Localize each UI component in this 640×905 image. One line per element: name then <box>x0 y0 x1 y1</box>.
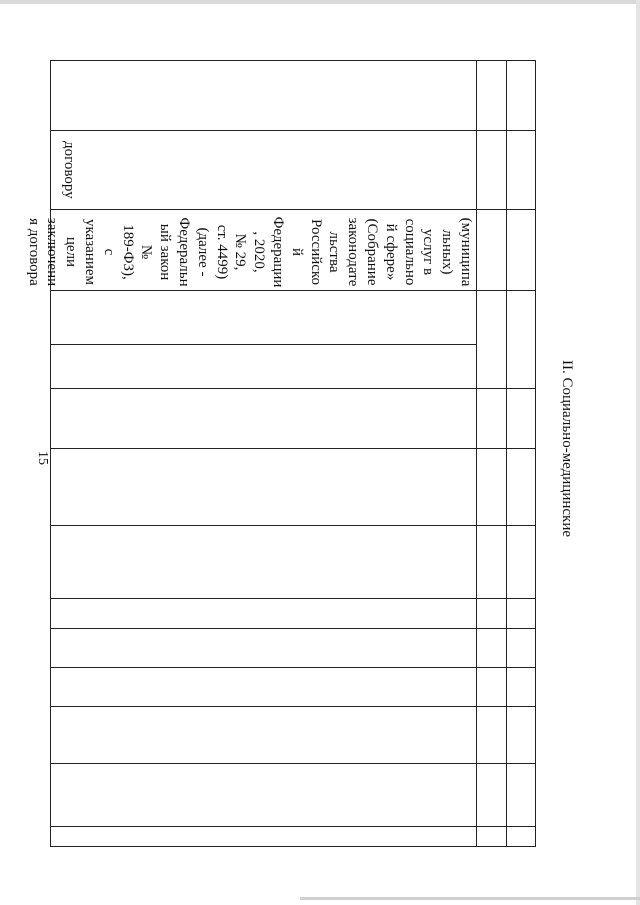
table-cell-line: й сфере» <box>382 223 399 281</box>
table-frame <box>50 60 536 847</box>
section-heading: II. Социально-медицинские <box>559 360 575 538</box>
table-cell-line: цели <box>63 236 80 268</box>
table-cell-line: (муниципа <box>458 217 474 287</box>
table-row-divider <box>50 706 536 707</box>
table-cell-line: законодате <box>345 217 362 287</box>
table-cell-line: (далее - <box>194 227 211 277</box>
table-row-divider <box>50 130 536 131</box>
table-cell-line: социально <box>401 218 418 286</box>
scan-edge-top <box>0 0 640 4</box>
table-cell-line: указанием <box>82 218 99 285</box>
table-row-divider <box>50 448 536 449</box>
table-cell-line: , 2020, <box>251 231 268 273</box>
table-cell-line: № 29, <box>232 233 249 271</box>
table-cell-line: ст. 4499) <box>213 224 230 280</box>
table-cell-line: й <box>288 247 305 257</box>
table-cell-line: № <box>138 244 155 260</box>
table-cell-line: с <box>100 248 117 256</box>
table-cell-line: (Собрание <box>364 218 381 286</box>
table-row-divider <box>50 763 536 764</box>
table-row-divider <box>50 628 536 629</box>
table-cell-line: Российско <box>307 219 324 285</box>
table-cell-line: Федерации <box>270 216 287 288</box>
table-column-divider <box>476 60 477 847</box>
table-cell-line: Федеральн <box>176 217 193 287</box>
table-row-divider <box>50 388 536 389</box>
table-cell-line: 189-ФЗ), <box>119 224 136 280</box>
table-cell-line: заключени <box>44 217 61 287</box>
table-row-divider <box>50 344 476 345</box>
table-row-divider <box>50 209 536 210</box>
table-cell-text: договору <box>61 141 77 199</box>
table-row-divider <box>50 826 536 827</box>
table-cell-line: я договора <box>25 218 42 286</box>
table-cell-line: услуг в <box>420 228 437 276</box>
table-cell-line: ый закон <box>157 223 174 281</box>
table-cell-line: льных) <box>439 229 456 275</box>
scan-edge-right <box>636 0 640 905</box>
table-column-divider <box>506 60 507 847</box>
table-row-divider <box>50 667 536 668</box>
table-cell-line: льства <box>326 231 343 273</box>
table-cell-rotated <box>24 213 475 291</box>
page-number: 15 <box>35 451 50 465</box>
table-cell-lines <box>24 213 475 291</box>
table-row-divider <box>50 598 536 599</box>
scan-edge-bottom <box>300 897 640 900</box>
table-row-divider <box>50 525 536 526</box>
